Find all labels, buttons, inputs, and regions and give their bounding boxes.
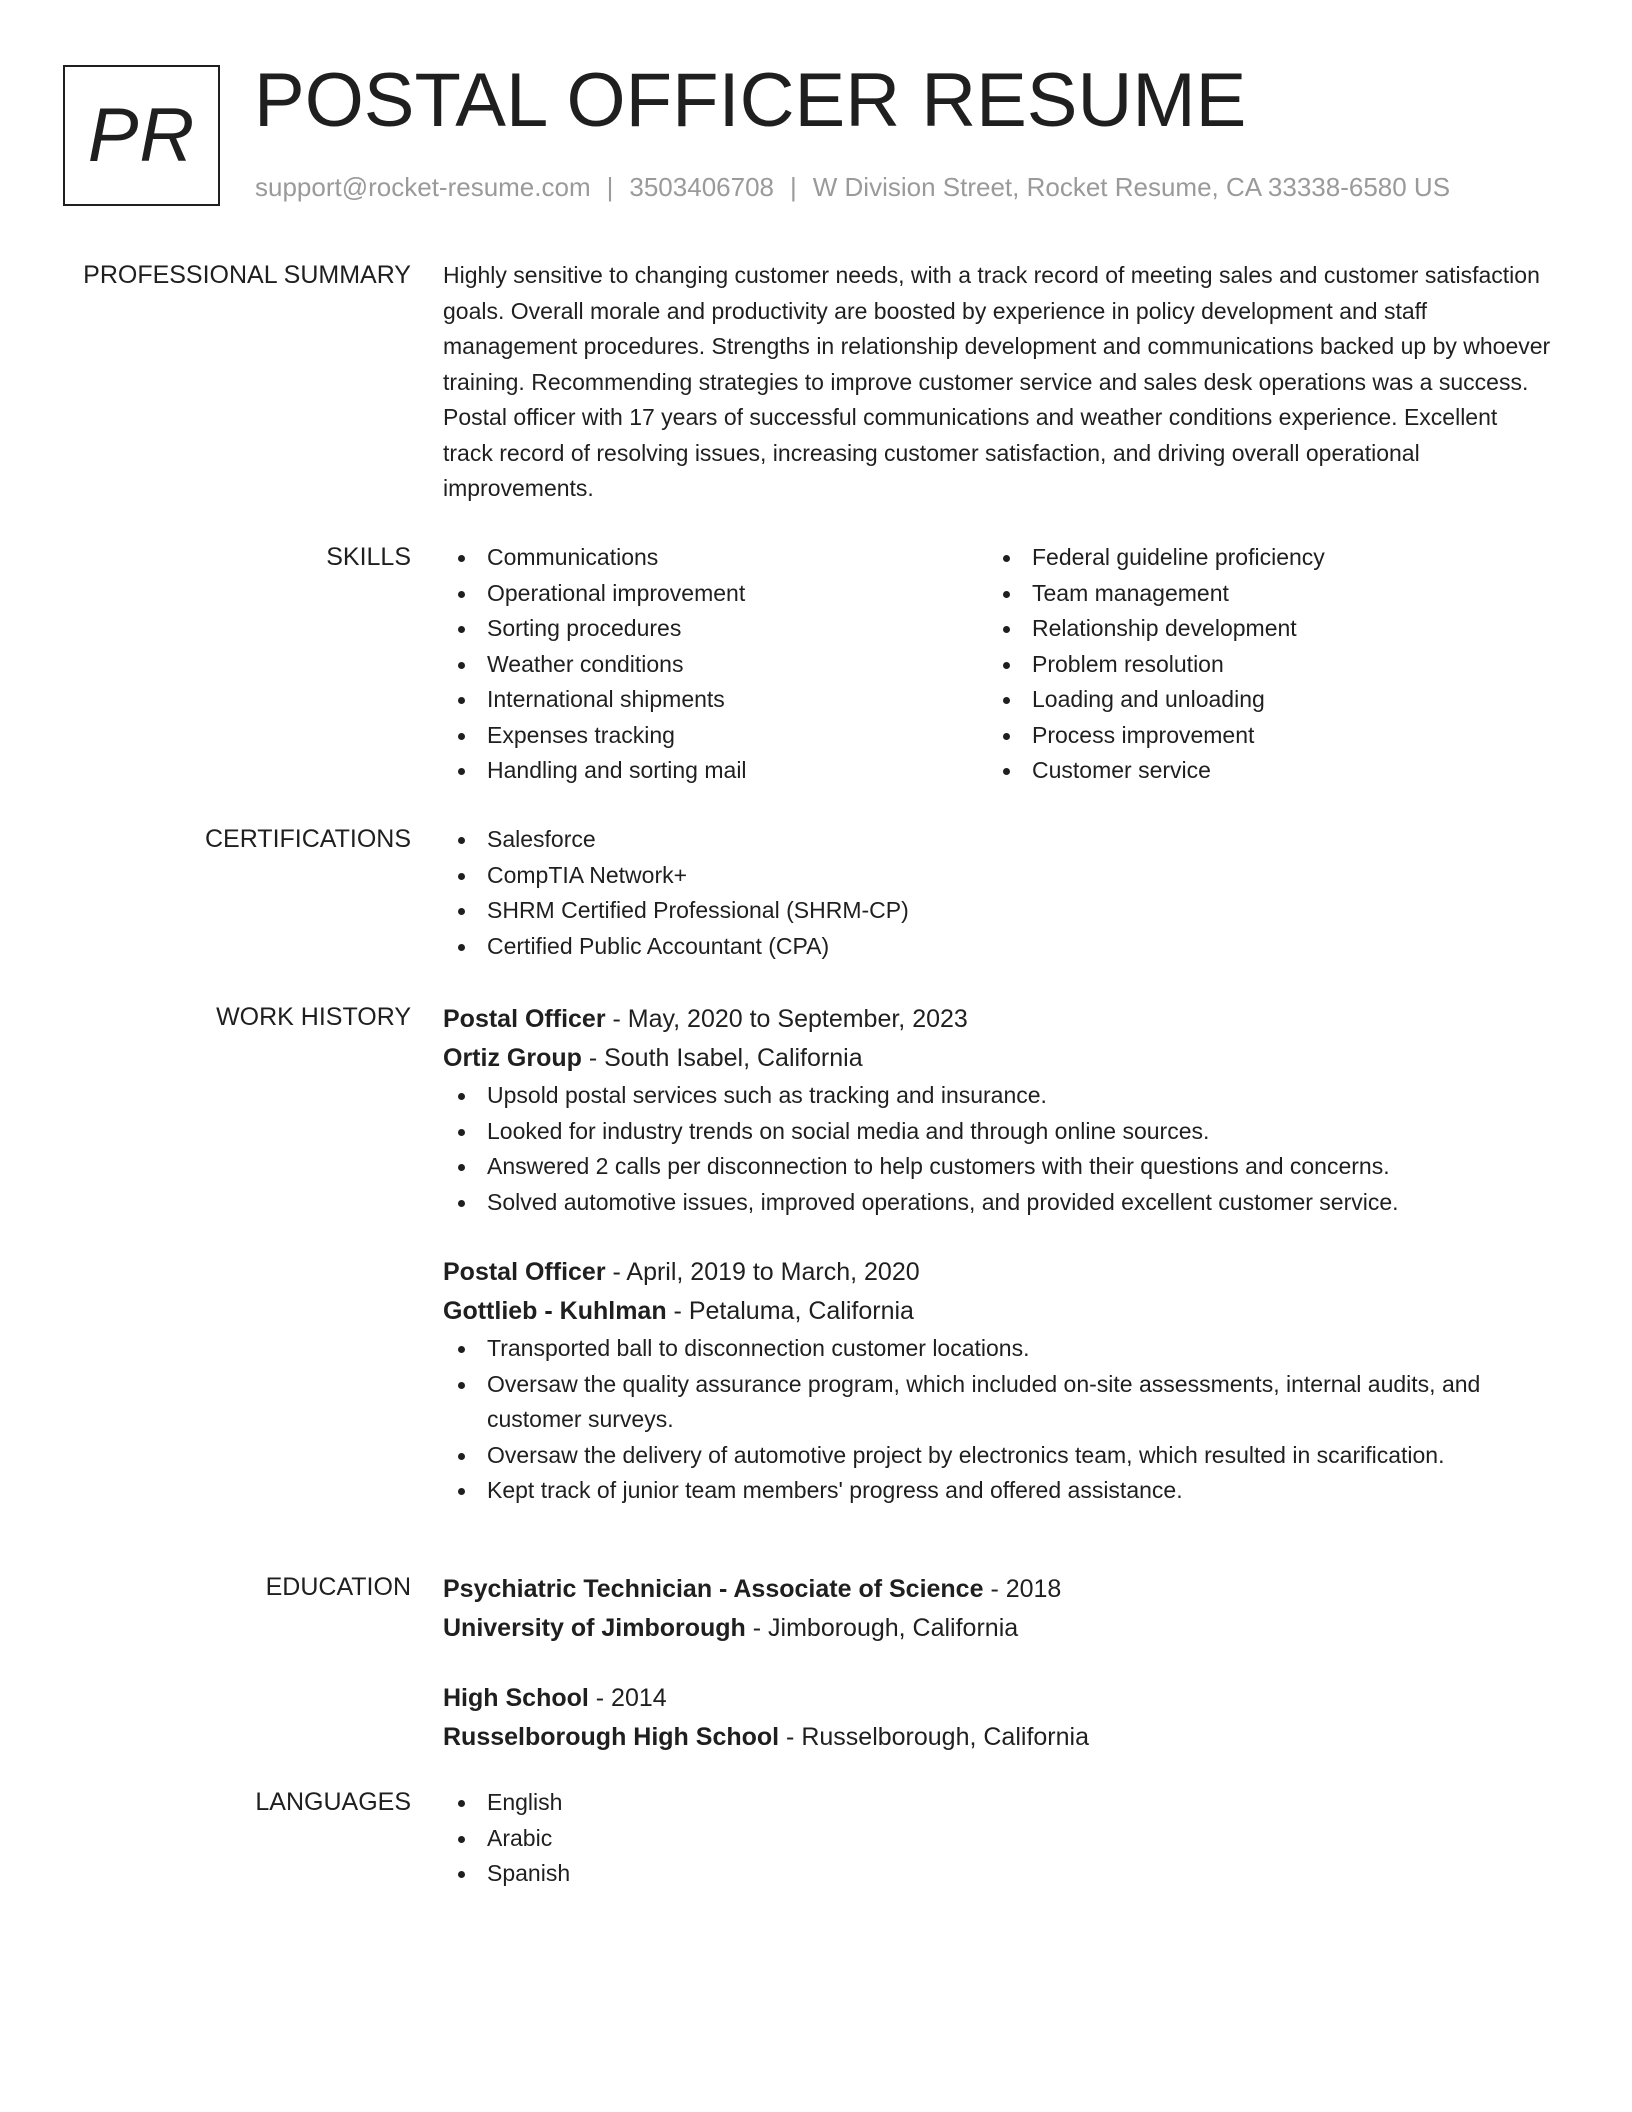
list-item: Arabic [443,1821,1553,1857]
list-item: Process improvement [988,718,1533,754]
list-item: Expenses tracking [443,718,988,754]
list-item: Problem resolution [988,647,1533,683]
education-entry [443,1679,1553,1757]
summary-text: Highly sensitive to changing customer needs, with a track record of meeting sales and customer satisfaction goals. Overall morale and productivity are boosted by experience in policy development and staff management procedures. Strengths in relationship development and communications backed up by whoever training. Recommending strategies to improve customer service and sales desk operations was a success. Postal officer with 17 years of successful communications and weather conditions experience. Excellent track record of resolving issues, increasing customer satisfaction, and driving overall operational improvements. [443,262,1551,501]
list-item: Sorting procedures [443,611,988,647]
summary-body [443,258,1553,507]
job-bullets [443,1078,1553,1220]
education-year: - 2018 [983,1575,1062,1603]
job-company-line [443,1292,1553,1331]
languages-list [443,1785,1553,1892]
contact-address: W Division Street, Rocket Resume, CA 33338-6580 US [812,172,1451,202]
list-item: Loading and unloading [988,682,1533,718]
list-item: Communications [443,540,988,576]
list-item: SHRM Certified Professional (SHRM-CP) [443,893,1553,929]
list-item: Oversaw the quality assurance program, which included on-site assessments, internal audits, and customer surveys. [443,1367,1553,1438]
education-school: Russelborough High School [443,1723,780,1751]
contact-separator: | [790,172,797,202]
education-school-line [443,1718,1553,1757]
list-item: Operational improvement [443,576,988,612]
job-bullets [443,1331,1553,1509]
education-year: - 2014 [588,1684,667,1712]
section-label: WORK HISTORY [216,1003,411,1031]
job-title: Postal Officer [443,1258,606,1286]
education-degree: Psychiatric Technician - Associate of Science [443,1575,984,1603]
monogram-box [63,65,220,206]
list-item: Kept track of junior team members' progress and offered assistance. [443,1473,1553,1509]
contact-phone[interactable]: 3503406708 [629,172,774,202]
list-item: Team management [988,576,1533,612]
job-entry [443,1000,1553,1220]
education-degree-line [443,1570,1553,1609]
section-label: EDUCATION [265,1573,411,1601]
education-body [443,1570,1553,1757]
list-item: Federal guideline proficiency [988,540,1533,576]
education-entry [443,1570,1553,1648]
list-item: Certified Public Accountant (CPA) [443,929,1553,965]
list-item: Oversaw the delivery of automotive project by electronics team, which resulted in scarification. [443,1438,1553,1474]
education-school-line [443,1609,1553,1648]
education-location: - Russelborough, California [779,1723,1089,1751]
list-item: English [443,1785,1553,1821]
job-title: Postal Officer [443,1005,606,1033]
job-entry [443,1253,1553,1509]
section-label: PROFESSIONAL SUMMARY [83,261,411,289]
list-item: Looked for industry trends on social media and through online sources. [443,1114,1553,1150]
job-dates: - May, 2020 to September, 2023 [605,1005,968,1033]
skills-left-list [443,540,988,789]
job-title-line [443,1000,1553,1039]
job-company-line [443,1039,1553,1078]
list-item: Transported ball to disconnection customer locations. [443,1331,1553,1367]
resume-title: POSTAL OFFICER RESUME [254,58,1247,143]
section-label: LANGUAGES [255,1788,411,1816]
education-degree-line [443,1679,1553,1718]
list-item: Customer service [988,753,1533,789]
job-company: Ortiz Group [443,1044,582,1072]
certifications-list [443,822,1553,964]
skills-right-list [988,540,1533,789]
education-location: - Jimborough, California [745,1614,1019,1642]
list-item: International shipments [443,682,988,718]
job-location: - Petaluma, California [666,1297,914,1325]
list-item: Answered 2 calls per disconnection to help customers with their questions and concerns. [443,1149,1553,1185]
section-label: SKILLS [326,543,411,571]
skills-body [443,540,1553,789]
section-label: CERTIFICATIONS [204,825,411,853]
list-item: Spanish [443,1856,1553,1892]
list-item: CompTIA Network+ [443,858,1553,894]
job-company: Gottlieb - Kuhlman [443,1297,667,1325]
work-history-body [443,1000,1553,1509]
monogram-initials: PR [87,93,196,178]
languages-body [443,1785,1553,1892]
job-dates: - April, 2019 to March, 2020 [605,1258,920,1286]
list-item: Solved automotive issues, improved operations, and provided excellent customer service. [443,1185,1553,1221]
contact-line [255,172,1450,203]
list-item: Handling and sorting mail [443,753,988,789]
education-school: University of Jimborough [443,1614,746,1642]
education-degree: High School [443,1684,589,1712]
list-item: Relationship development [988,611,1533,647]
list-item: Upsold postal services such as tracking and insurance. [443,1078,1553,1114]
contact-email[interactable]: support@rocket-resume.com [255,172,591,202]
list-item: Salesforce [443,822,1553,858]
job-location: - South Isabel, California [581,1044,863,1072]
list-item: Weather conditions [443,647,988,683]
contact-separator: | [606,172,614,202]
certifications-body [443,822,1553,964]
job-title-line [443,1253,1553,1292]
